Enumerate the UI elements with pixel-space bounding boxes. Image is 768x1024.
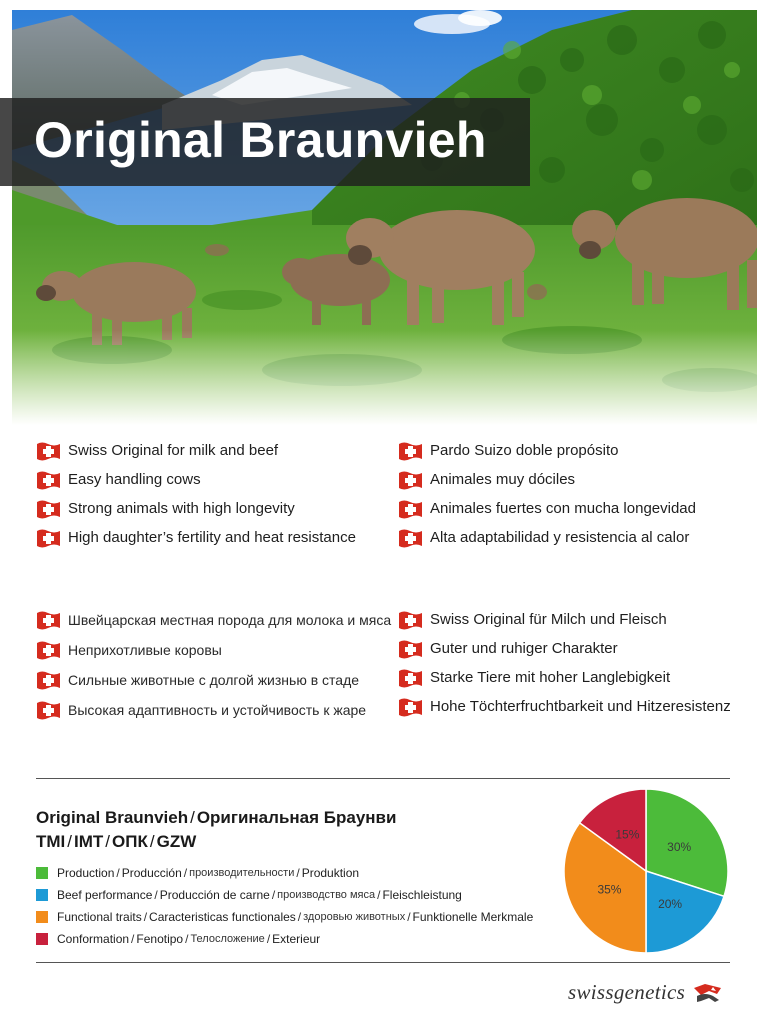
pie-label-conformation: 15% — [615, 827, 640, 842]
list-item: Сильные животные с долгой жизнью в стаде — [36, 665, 391, 695]
legend-swatch — [36, 933, 48, 945]
list-item: Швейцарская местная порода для молока и мяса — [36, 605, 391, 635]
swiss-flag-icon — [36, 499, 61, 519]
list-item: Неприхотливые коровы — [36, 635, 391, 665]
swiss-flag-icon — [36, 610, 61, 630]
legend-item-production: Production / Producción / производительности / Produktion — [36, 862, 533, 884]
list-item: Animales muy dóciles — [398, 465, 696, 494]
swiss-flag-icon — [398, 528, 423, 548]
list-item: Animales fuertes con mucha longevidad — [398, 494, 696, 523]
list-item: Высокая адаптивность и устойчивость к жаре — [36, 695, 391, 725]
swiss-flag-icon — [398, 639, 423, 659]
page-title: Original Braunvieh — [34, 112, 487, 168]
legend-item-beef: Beef performance / Producción de carne / производство мяса / Fleischleistung — [36, 884, 533, 906]
pie-label-beef-performance: 20% — [658, 897, 683, 912]
swiss-flag-icon — [36, 700, 61, 720]
pie-label-functional-traits: 35% — [597, 882, 622, 897]
list-item: High daughter’s fertility and heat resistance — [36, 523, 356, 552]
list-item: Easy handling cows — [36, 465, 356, 494]
list-item: Starke Tiere mit hoher Langlebigkeit — [398, 663, 731, 692]
swissgenetics-cow-logo-icon — [691, 982, 725, 1004]
swiss-flag-icon — [398, 499, 423, 519]
features-russian-list — [36, 605, 391, 725]
features-german-list — [398, 605, 731, 721]
list-item: Hohe Töchterfruchtbarkeit und Hitzeresistenz — [398, 692, 731, 721]
legend-swatch — [36, 867, 48, 879]
features-spanish-list — [398, 436, 696, 552]
swiss-flag-icon — [36, 441, 61, 461]
pie-chart — [558, 788, 734, 954]
pie-chart-svg — [558, 788, 734, 954]
swiss-flag-icon — [398, 441, 423, 461]
swiss-flag-icon — [398, 697, 423, 717]
list-item: Swiss Original for milk and beef — [36, 436, 356, 465]
hero-photo — [12, 10, 757, 425]
swiss-flag-icon — [36, 470, 61, 490]
list-item: Pardo Suizo doble propósito — [398, 436, 696, 465]
features-english-list — [36, 436, 356, 552]
swiss-flag-icon — [36, 528, 61, 548]
pie-label-production: 30% — [667, 839, 692, 854]
swiss-flag-icon — [398, 610, 423, 630]
alpine-pasture-cows-illustration — [12, 10, 757, 425]
legend-swatch — [36, 911, 48, 923]
chart-legend — [36, 862, 533, 950]
swissgenetics-logo: swissgenetics — [568, 980, 725, 1005]
list-item: Alta adaptabilidad y resistencia al calor — [398, 523, 696, 552]
section-title-line2: TMI / IMT / ОПК / GZW — [36, 832, 197, 851]
list-item: Swiss Original für Milch und Fleisch — [398, 605, 731, 634]
list-item: Guter und ruhiger Charakter — [398, 634, 731, 663]
list-item: Strong animals with high longevity — [36, 494, 356, 523]
swiss-flag-icon — [398, 668, 423, 688]
swiss-flag-icon — [36, 640, 61, 660]
swiss-flag-icon — [398, 470, 423, 490]
section-title-line1: Original Braunvieh / Оригинальная Браунви — [36, 808, 397, 827]
divider-top — [36, 778, 730, 779]
swiss-flag-icon — [36, 670, 61, 690]
legend-item-conformation: Conformation / Fenotipo / Телосложение / Exterieur — [36, 928, 533, 950]
legend-item-functional: Functional traits / Caracteristicas functionales / здоровью животных / Funktionelle Merkmale — [36, 906, 533, 928]
divider-bottom — [36, 962, 730, 963]
legend-swatch — [36, 889, 48, 901]
